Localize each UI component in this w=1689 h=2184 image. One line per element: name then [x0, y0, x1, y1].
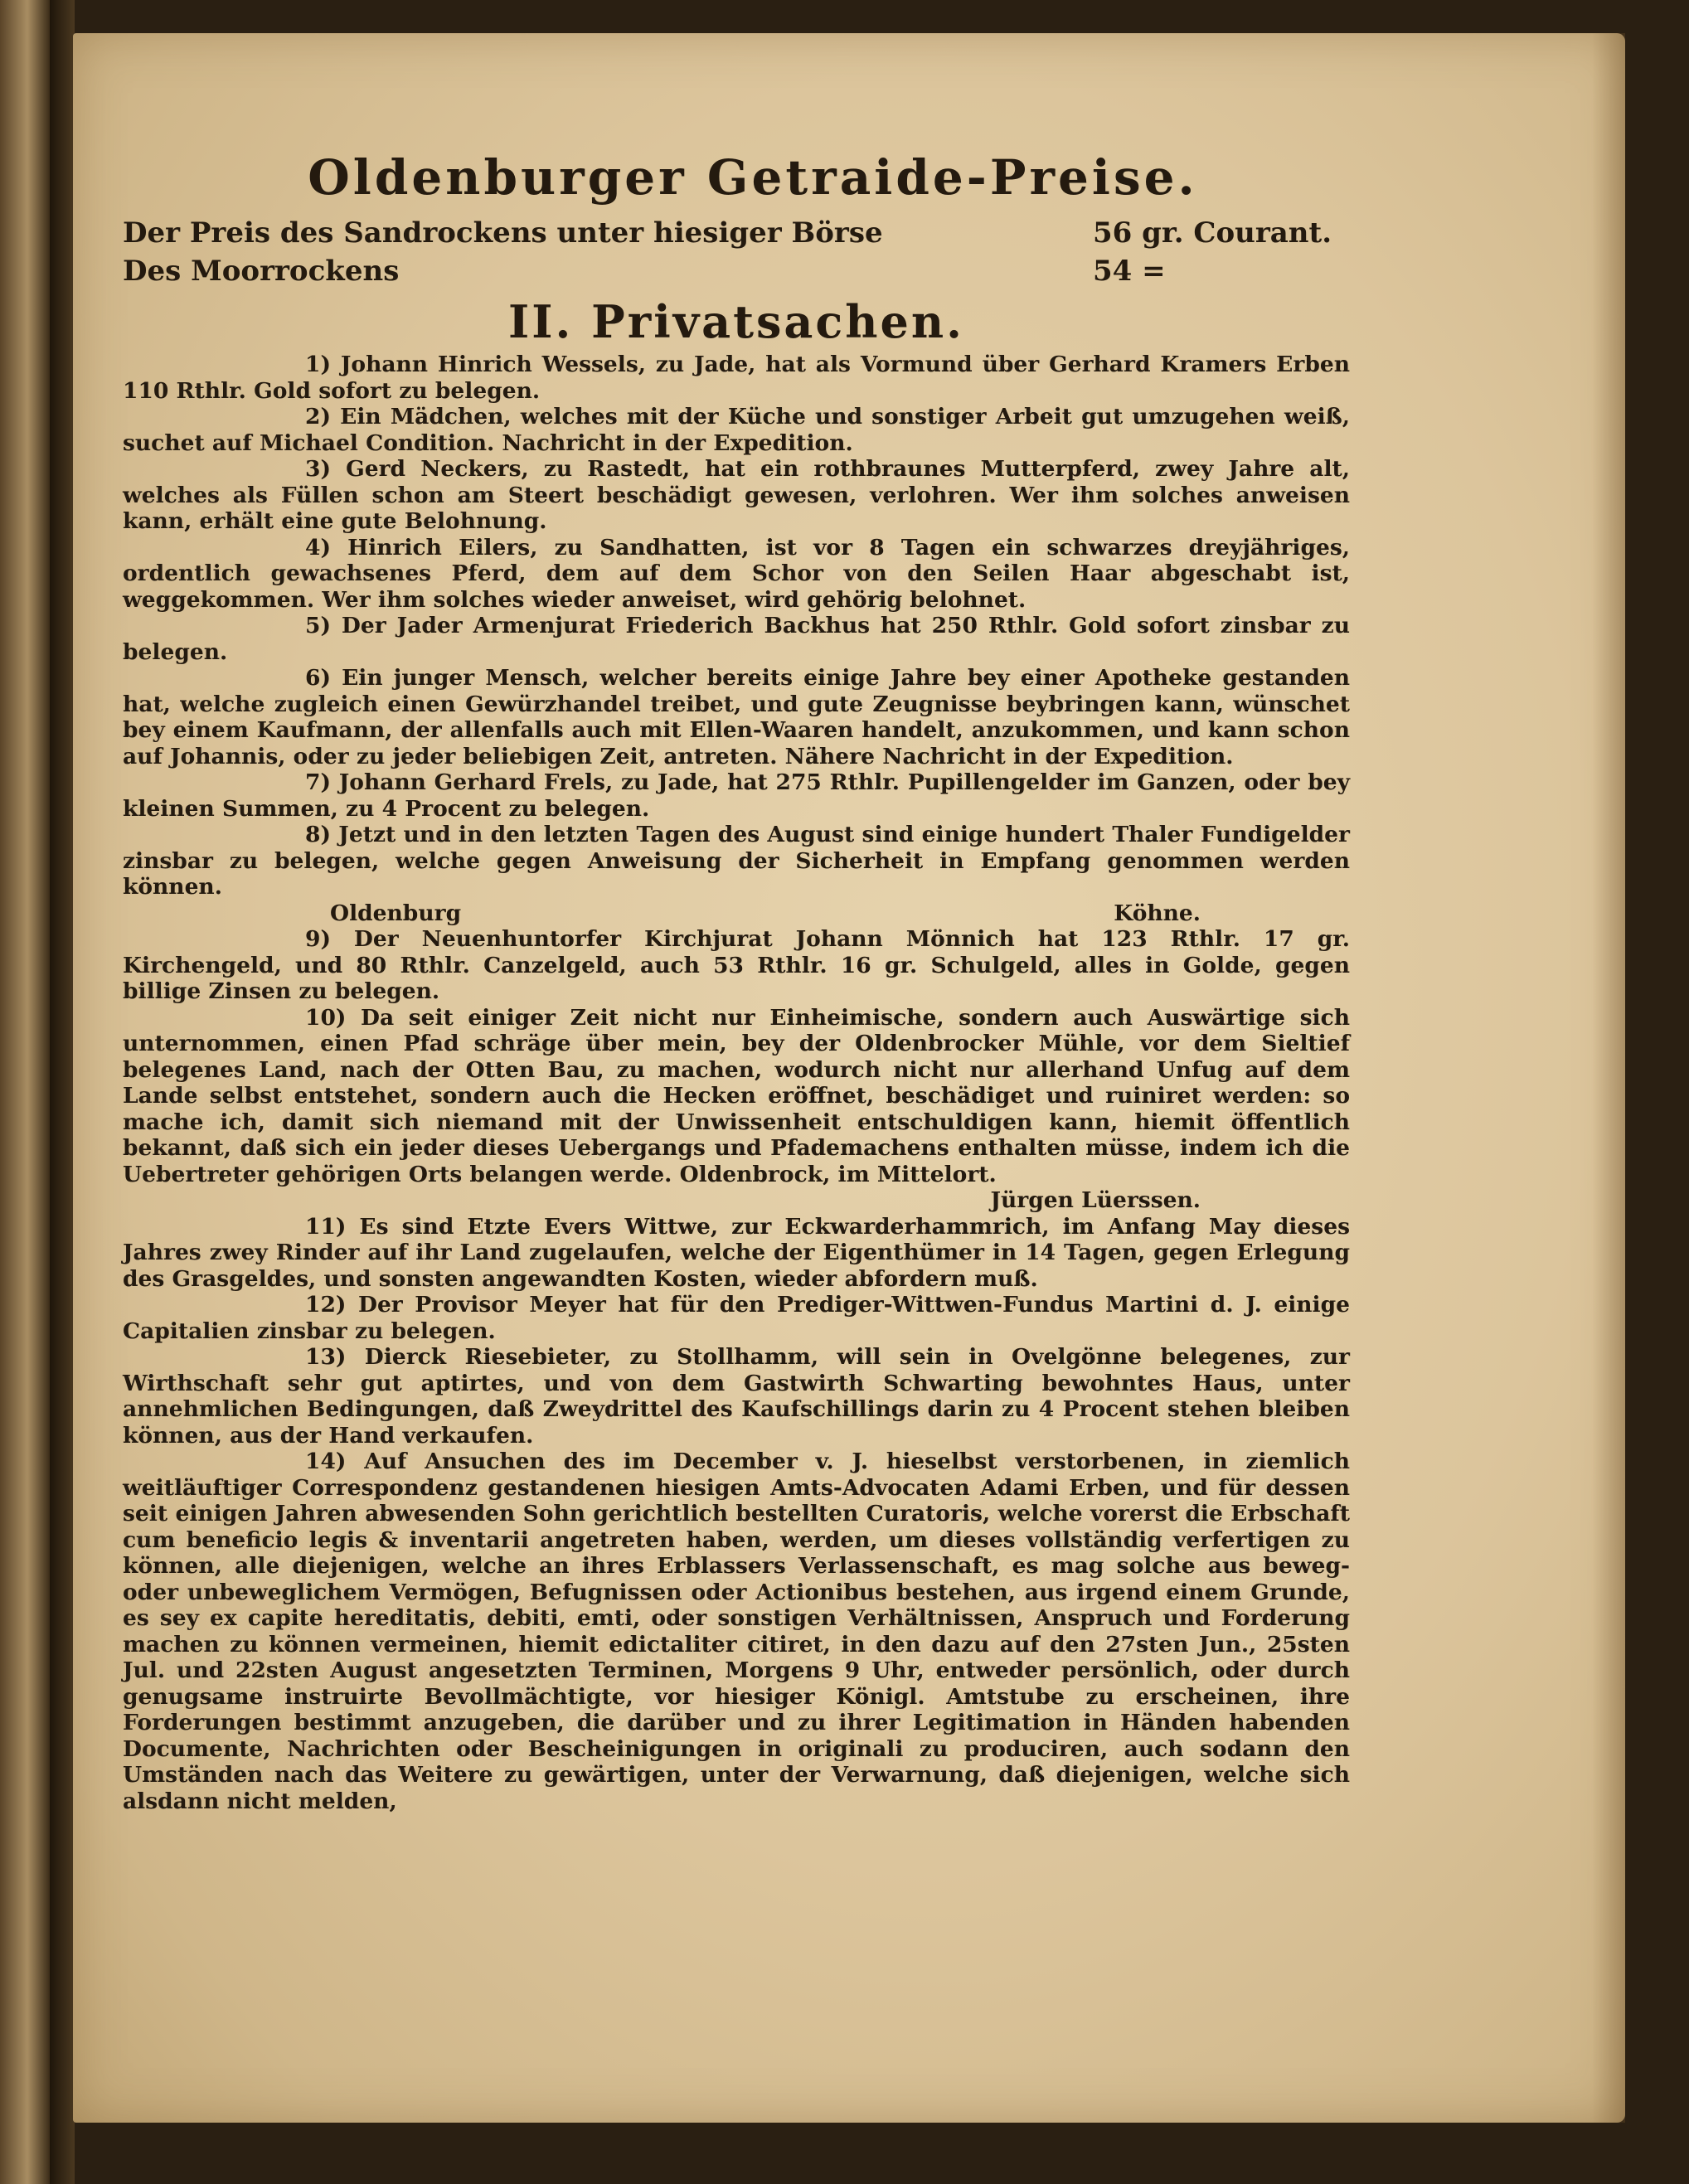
- notice-9: 9) Der Neuenhuntorfer Kirchjurat Johann Mönnich hat 123 Rthlr. 17 gr. Kirchengeld, und 80 Rthlr. Canzelgeld, auch 53 Rthlr. 16 gr. Schulgeld, alles in Golde, gegen billige Zinsen zu belegen.: [123, 926, 1350, 1004]
- page-title: Oldenburger Getraide-Preise.: [308, 149, 1198, 206]
- page-content: [123, 149, 1350, 1814]
- notice-3: 3) Gerd Neckers, zu Rastedt, hat ein rothbraunes Mutterpferd, zwey Jahre alt, welches als Füllen schon am Steert beschädigt gewesen, verlohren. Wer ihm solches anweisen kann, erhält eine gute Belohnung.: [123, 456, 1350, 534]
- price-label: Der Preis des Sandrockens unter hiesiger Börse: [123, 216, 883, 250]
- notice-6: 6) Ein junger Mensch, welcher bereits einige Jahre bey einer Apotheke gestanden hat, welche zugleich einen Gewürzhandel treibet, und gute Zeugnisse beybringen kann, wünschet bey einem Kaufmann, der allenfalls auch mit Ellen-Waaren handelt, anzukommen, und kann schon auf Johannis, oder zu jeder beliebigen Zeit, antreten. Nähere Nachricht in der Expedition.: [123, 665, 1350, 769]
- signature-place: Oldenburg: [330, 900, 462, 926]
- document-page: [73, 33, 1625, 2123]
- price-value: 54 =: [1093, 255, 1166, 288]
- notice-5: 5) Der Jader Armenjurat Friederich Backhus hat 250 Rthlr. Gold sofort zinsbar zu belegen.: [123, 613, 1350, 665]
- notice-4: 4) Hinrich Eilers, zu Sandhatten, ist vor 8 Tagen ein schwarzes dreyjähriges, ordentlich gewachsenes Pferd, dem auf dem Schor von den Seilen Haar abgeschabt ist, weggekommen. Wer ihm solches wieder anweiset, wird gehörig belohnet.: [123, 534, 1350, 613]
- notice-14: 14) Auf Ansuchen des im December v. J. hieselbst verstorbenen, in ziemlich weitläuftiger Correspondenz gestandenen hiesigen Amts-Advocaten Adami Erben, und für dessen seit einigen Jahren abwesenden Sohn gerichtlich bestellten Curatoris, welche vorerst die Erbschaft cum beneficio legis & inventarii angetreten haben, werden, um dieses vollständig verfertigen zu können, alle diejenigen, welche an ihres Erblassers Verlassenschaft, es mag solche aus beweg- oder unbeweglichem Vermögen, Befugnissen oder Actionibus bestehen, aus irgend einem Grunde, es sey ex capite hereditatis, debiti, emti, oder sonstigen Verhältnissen, Anspruch und Forderung machen zu können vermeinen, hiemit edictaliter citiret, in den dazu auf den 27sten Jun., 25sten Jul. und 22sten August angesetzten Terminen, Morgens 9 Uhr, entweder persönlich, oder durch genugsame instruirte Bevollmächtigte, vor hiesiger Königl. Amtstube zu erscheinen, ihre Forderungen bestimmt anzugeben, die darüber und zu ihrer Legitimation in Händen habenden Documente, Nachrichten oder Bescheinigungen in originali zu produciren, auch sodann den Umständen nach das Weitere zu gewärtigen, unter der Verwarnung, daß diejenigen, welche sich alsdann nicht melden,: [123, 1449, 1350, 1814]
- signature-name: Köhne.: [1114, 900, 1201, 926]
- price-label: Des Moorrockens: [123, 255, 400, 288]
- facing-page-edge: [0, 0, 50, 2184]
- price-row-moorrocken: [123, 252, 1350, 290]
- notice-13: 13) Dierck Riesebieter, zu Stollhamm, will sein in Ovelgönne belegenes, zur Wirthschaft sehr gut aptirtes, und von dem Gastwirth Schwarting bewohntes Haus, unter annehmlichen Bedingungen, daß Zweydrittel des Kaufschillings darin zu 4 Procent stehen bleiben können, aus der Hand verkaufen.: [123, 1344, 1350, 1449]
- notice-2: 2) Ein Mädchen, welches mit der Küche und sonstiger Arbeit gut umzugehen weiß, suchet auf Michael Condition. Nachricht in der Expedition.: [123, 404, 1350, 456]
- notice-10-signature: Jürgen Lüerssen.: [990, 1187, 1201, 1213]
- notice-7: 7) Johann Gerhard Frels, zu Jade, hat 275 Rthlr. Pupillengelder im Ganzen, oder bey kleinen Summen, zu 4 Procent zu belegen.: [123, 769, 1350, 822]
- notice-12: 12) Der Provisor Meyer hat für den Prediger-Wittwen-Fundus Martini d. J. einige Capitalien zinsbar zu belegen.: [123, 1292, 1350, 1344]
- book-gutter: [50, 0, 75, 2184]
- price-value: 56 gr. Courant.: [1093, 216, 1332, 250]
- notice-8: 8) Jetzt und in den letzten Tagen des August sind einige hundert Thaler Fundigelder zinsbar zu belegen, welche gegen Anweisung der Sicherheit in Empfang genommen werden können.: [123, 822, 1350, 900]
- notice-10: 10) Da seit einiger Zeit nicht nur Einheimische, sondern auch Auswärtige sich unternommen, einen Pfad schräge über mein, bey der Oldenbrocker Mühle, vor dem Sieltief belegenes Land, nach der Otten Bau, zu machen, wodurch nicht nur allerhand Unfug auf dem Lande selbst entstehet, sondern auch die Hecken eröffnet, beschädiget und ruiniret werden: so mache ich, damit sich niemand mit der Unwissenheit entschuldigen kann, hiemit öffentlich bekannt, daß sich ein jeder dieses Uebergangs und Pfademachens enthalten müsse, indem ich die Uebertreter gehörigen Orts belangen werde. Oldenbrock, im Mittelort.: [123, 1004, 1350, 1187]
- notice-8-signature: [123, 900, 1350, 927]
- page-edge-shading: [1592, 33, 1625, 2123]
- price-row-sandrocken: [123, 214, 1350, 252]
- section-heading: II. Privatsachen.: [508, 295, 964, 348]
- notice-1: 1) Johann Hinrich Wessels, zu Jade, hat als Vormund über Gerhard Kramers Erben 110 Rthlr. Gold sofort zu belegen.: [123, 352, 1350, 404]
- notice-11: 11) Es sind Etzte Evers Wittwe, zur Eckwarderhammrich, im Anfang May dieses Jahres zwey Rinder auf ihr Land zugelaufen, welche der Eigenthümer in 14 Tagen, gegen Erlegung des Grasgeldes, und sonsten angewandten Kosten, wieder abfordern muß.: [123, 1213, 1350, 1292]
